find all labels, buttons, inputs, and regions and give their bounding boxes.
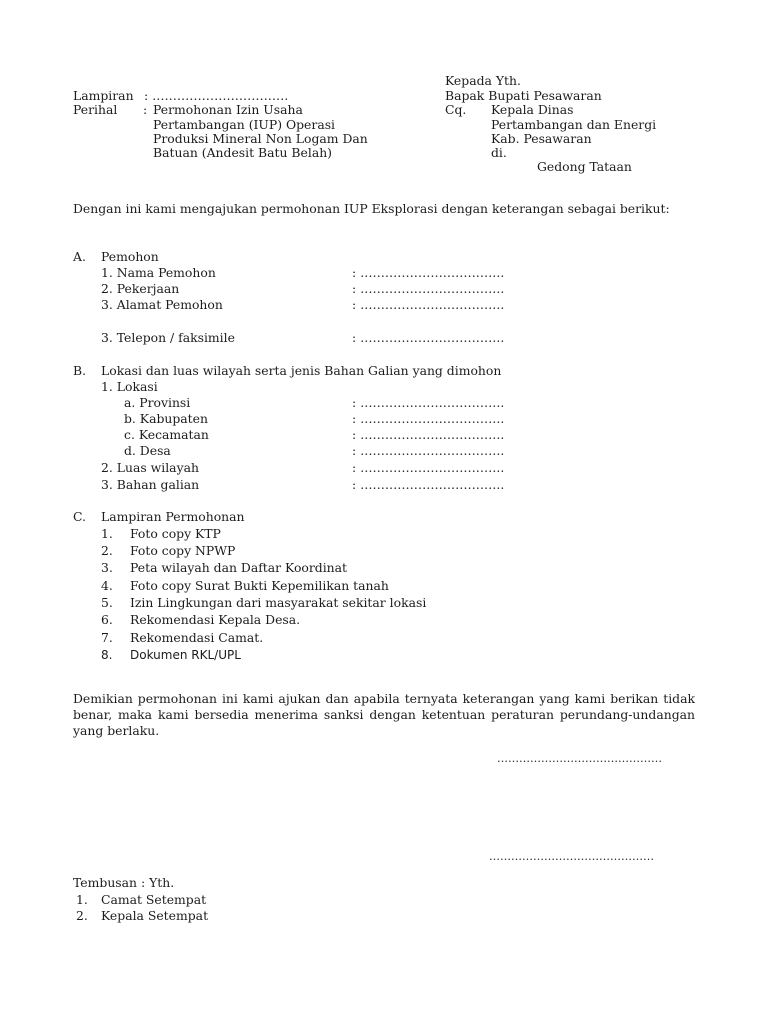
form-field-value: : ……………………………..: [352, 443, 505, 458]
tembusan-item: Camat Setempat: [101, 892, 207, 907]
attachment-item: Peta wilayah dan Daftar Koordinat: [130, 560, 348, 575]
section-b-letter: B.: [73, 363, 87, 378]
section-b-title: Lokasi dan luas wilayah serta jenis Bahan Galian yang dimohon: [101, 363, 502, 378]
attachment-num: 1.: [101, 526, 113, 541]
closing-paragraph: Demikian permohonan ini kami ajukan dan apabila ternyata keterangan yang kami berikan tidak benar, maka kami bersedia menerima sanksi dengan ketentuan peraturan perundang-undangan yang berlaku.: [73, 691, 695, 738]
section-a-title: Pemohon: [101, 249, 159, 264]
attachment-num: 8.: [101, 648, 113, 662]
form-field-label: 2. Pekerjaan: [101, 281, 180, 296]
perihal-colon: :: [143, 102, 148, 117]
recipient-cq-line1: Kepala Dinas: [491, 102, 574, 117]
form-field-value: : ……………………………..: [352, 265, 505, 280]
tembusan-item: Kepala Setempat: [101, 908, 209, 923]
attachment-num: 5.: [101, 595, 113, 610]
form-field-value: : ……………………………..: [352, 297, 505, 312]
recipient-di: di.: [491, 145, 507, 160]
signature-place-date: ………………………………………: [497, 752, 662, 765]
attachment-item: Rekomendasi Camat.: [130, 630, 264, 645]
attachment-num: 6.: [101, 612, 113, 627]
intro-paragraph: Dengan ini kami mengajukan permohonan IUP Eksplorasi dengan keterangan sebagai berikut:: [73, 201, 670, 216]
recipient-line2: Bapak Bupati Pesawaran: [445, 88, 602, 103]
form-field-value: : ……………………………..: [352, 395, 505, 410]
section-c-title: Lampiran Permohonan: [101, 509, 245, 524]
form-field-label: 2. Luas wilayah: [101, 460, 199, 475]
form-field-value: : ……………………………..: [352, 330, 505, 345]
attachment-item: Foto copy KTP: [130, 526, 221, 541]
attachment-item: Rekomendasi Kepala Desa.: [130, 612, 301, 627]
form-field-label: 1. Nama Pemohon: [101, 265, 216, 280]
form-field-value: : ……………………………..: [352, 460, 505, 475]
form-field-value: : ……………………………..: [352, 281, 505, 296]
signature-name-line: ………………………………………: [489, 850, 654, 863]
lampiran-value: : ……………………………: [144, 88, 289, 103]
perihal-line: Batuan (Andesit Batu Belah): [153, 145, 333, 160]
recipient-line1: Kepada Yth.: [445, 73, 521, 88]
recipient-cq-line3: Kab. Pesawaran: [491, 131, 592, 146]
recipient-place: Gedong Tataan: [537, 159, 632, 174]
tembusan-title: Tembusan : Yth.: [73, 875, 175, 890]
attachment-item: Izin Lingkungan dari masyarakat sekitar lokasi: [130, 595, 427, 610]
attachment-num: 2.: [101, 543, 113, 558]
attachment-item: Foto copy Surat Bukti Kepemilikan tanah: [130, 578, 389, 593]
form-field-label: 3. Telepon / faksimile: [101, 330, 235, 345]
section-c-letter: C.: [73, 509, 86, 524]
perihal-line: Pertambangan (IUP) Operasi: [153, 117, 336, 132]
form-field-label: a. Provinsi: [124, 395, 191, 410]
attachment-num: 7.: [101, 630, 113, 645]
attachment-item: Foto copy NPWP: [130, 543, 236, 558]
recipient-cq-label: Cq.: [445, 102, 467, 117]
attachment-item: Dokumen RKL/UPL: [130, 648, 241, 662]
tembusan-num: 2.: [76, 908, 88, 923]
form-field-value: : ……………………………..: [352, 427, 505, 442]
perihal-label: Perihal: [73, 102, 118, 117]
form-field-label: b. Kabupaten: [124, 411, 208, 426]
form-field-value: : ……………………………..: [352, 477, 505, 492]
lampiran-label: Lampiran: [73, 88, 134, 103]
perihal-line: Produksi Mineral Non Logam Dan: [153, 131, 368, 146]
attachment-num: 3.: [101, 560, 113, 575]
section-a-letter: A.: [73, 249, 86, 264]
form-field-label: d. Desa: [124, 443, 171, 458]
form-field-label: 3. Bahan galian: [101, 477, 200, 492]
tembusan-num: 1.: [76, 892, 88, 907]
recipient-cq-line2: Pertambangan dan Energi: [491, 117, 657, 132]
form-field-label: c. Kecamatan: [124, 427, 209, 442]
attachment-num: 4.: [101, 578, 113, 593]
perihal-line: Permohonan Izin Usaha: [153, 102, 303, 117]
form-field-label: 3. Alamat Pemohon: [101, 297, 223, 312]
form-field-value: : ……………………………..: [352, 411, 505, 426]
lokasi-label: 1. Lokasi: [101, 379, 158, 394]
